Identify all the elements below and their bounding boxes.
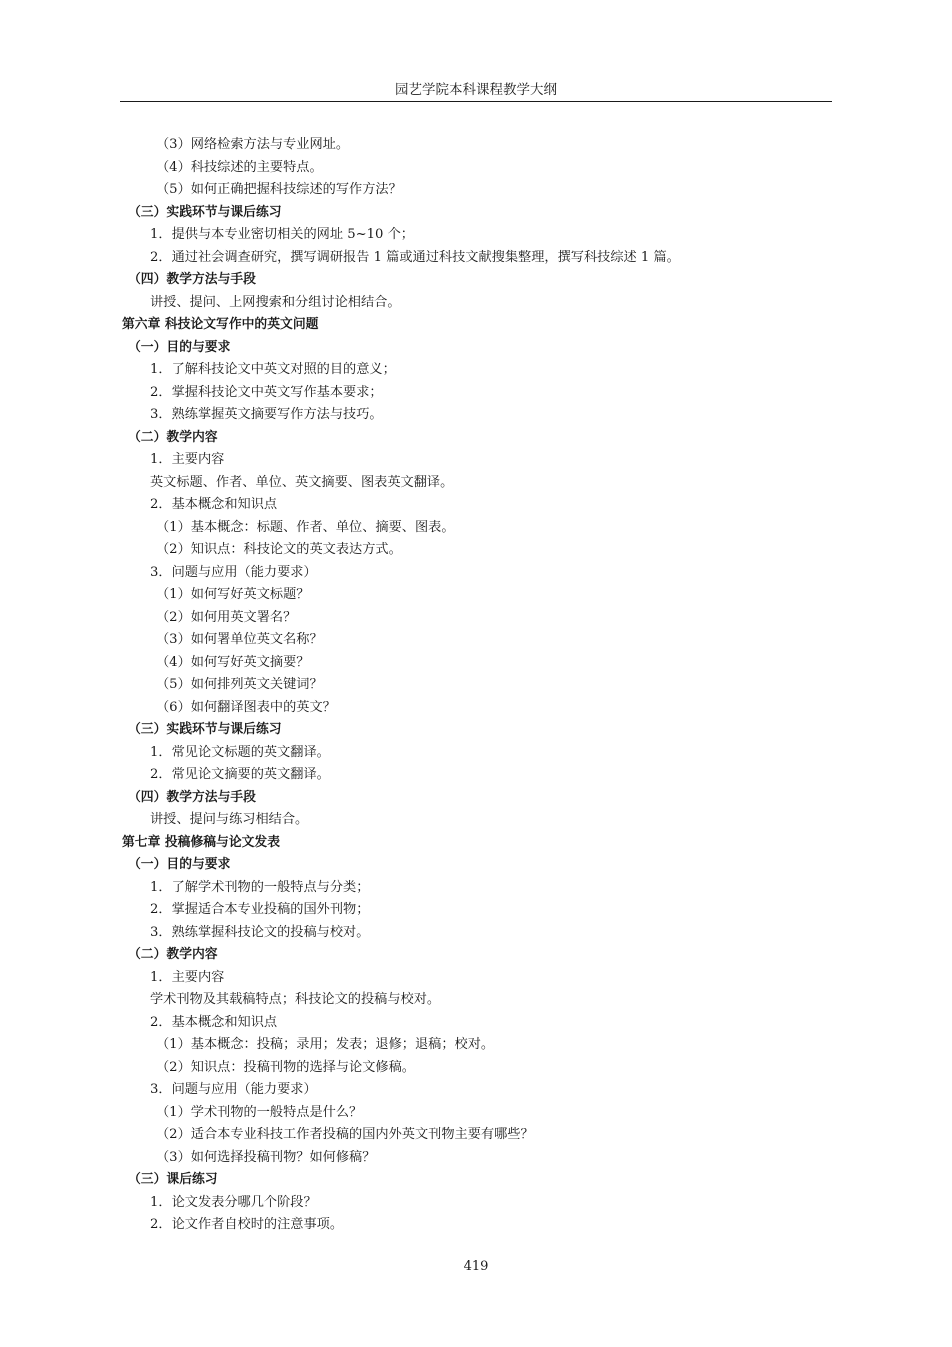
text-line: （5）如何正确把握科技综述的写作方法？ bbox=[156, 182, 402, 197]
text-line: （3）如何署单位英文名称？ bbox=[156, 632, 323, 647]
section-heading: 第七章 投稿修稿与论文发表 bbox=[122, 834, 281, 850]
text-line: 1．常见论文标题的英文翻译。 bbox=[150, 744, 330, 760]
text-line: （1）学术刊物的一般特点是什么？ bbox=[156, 1104, 363, 1120]
text-line: 1．提供与本专业密切相关的网址 5~10 个； bbox=[150, 227, 414, 242]
text-line: （1）如何写好英文标题？ bbox=[156, 587, 310, 602]
text-line: 3．熟练掌握英文摘要写作方法与技巧。 bbox=[150, 407, 383, 422]
text-line: 1．论文发表分哪几个阶段？ bbox=[150, 1194, 317, 1210]
text-line: （3）如何选择投稿刊物？如何修稿？ bbox=[156, 1149, 376, 1165]
text-line: 2．基本概念和知识点 bbox=[150, 1014, 278, 1030]
section-heading: （三）课后练习 bbox=[128, 1172, 218, 1187]
section-heading: （一）目的与要求 bbox=[128, 857, 231, 872]
text-line: （4）如何写好英文摘要？ bbox=[156, 654, 310, 670]
text-line: 1．主要内容 bbox=[150, 969, 225, 985]
text-line: 学术刊物及其载稿特点；科技论文的投稿与校对。 bbox=[150, 992, 441, 1007]
section-heading: （二）教学内容 bbox=[128, 947, 218, 962]
text-line: （2）知识点：投稿刊物的选择与论文修稿。 bbox=[156, 1059, 415, 1075]
text-line: （2）适合本专业科技工作者投稿的国内外英文刊物主要有哪些？ bbox=[156, 1127, 534, 1142]
section-heading: （二）教学内容 bbox=[128, 429, 218, 445]
text-line: 3．问题与应用（能力要求） bbox=[150, 564, 317, 580]
text-line: （2）知识点：科技论文的英文表达方式。 bbox=[156, 542, 402, 557]
text-line: 2．通过社会调查研究，撰写调研报告 1 篇或通过科技文献搜集整理，撰写科技综述 1 篇。 bbox=[150, 249, 680, 265]
section-heading: （三）实践环节与课后练习 bbox=[128, 722, 282, 737]
page-header: 园艺学院本科课程教学大纲 bbox=[395, 82, 557, 98]
text-line: 2．掌握科技论文中英文写作基本要求； bbox=[150, 384, 383, 400]
page-body bbox=[0, 134, 952, 1237]
text-line: 2．常见论文摘要的英文翻译。 bbox=[150, 767, 330, 782]
text-line: 3．熟练掌握科技论文的投稿与校对。 bbox=[150, 924, 370, 940]
section-heading: （三）实践环节与课后练习 bbox=[128, 204, 282, 220]
text-line: 英文标题、作者、单位、英文摘要、图表英文翻译。 bbox=[150, 474, 454, 490]
text-line: （4）科技综述的主要特点。 bbox=[156, 159, 323, 175]
text-line: （3）网络检索方法与专业网址。 bbox=[156, 137, 350, 152]
text-line: 3．问题与应用（能力要求） bbox=[150, 1082, 317, 1097]
section-heading: （四）教学方法与手段 bbox=[128, 272, 256, 287]
text-line: 1．了解科技论文中英文对照的目的意义； bbox=[150, 362, 396, 377]
section-heading: （一）目的与要求 bbox=[128, 339, 231, 355]
text-line: 1．了解学术刊物的一般特点与分类； bbox=[150, 879, 370, 895]
text-line: （6）如何翻译图表中的英文？ bbox=[156, 699, 336, 715]
text-line: （1）基本概念：标题、作者、单位、摘要、图表。 bbox=[156, 519, 455, 535]
text-line: 2．论文作者自校时的注意事项。 bbox=[150, 1217, 344, 1232]
text-line: 讲授、提问、上网搜索和分组讨论相结合。 bbox=[150, 294, 401, 310]
text-line: （1）基本概念：投稿；录用；发表；退修；退稿；校对。 bbox=[156, 1037, 495, 1052]
text-line: （5）如何排列英文关键词？ bbox=[156, 677, 323, 692]
header-rule bbox=[120, 101, 832, 102]
text-line: （2）如何用英文署名？ bbox=[156, 609, 297, 625]
text-line: 1．主要内容 bbox=[150, 452, 225, 467]
section-heading: 第六章 科技论文写作中的英文问题 bbox=[122, 317, 319, 332]
text-line: 2．掌握适合本专业投稿的国外刊物； bbox=[150, 902, 370, 917]
page-number: 419 bbox=[463, 1259, 489, 1274]
text-line: 2．基本概念和知识点 bbox=[150, 497, 278, 512]
section-heading: （四）教学方法与手段 bbox=[128, 789, 256, 805]
text-line: 讲授、提问与练习相结合。 bbox=[150, 812, 309, 827]
